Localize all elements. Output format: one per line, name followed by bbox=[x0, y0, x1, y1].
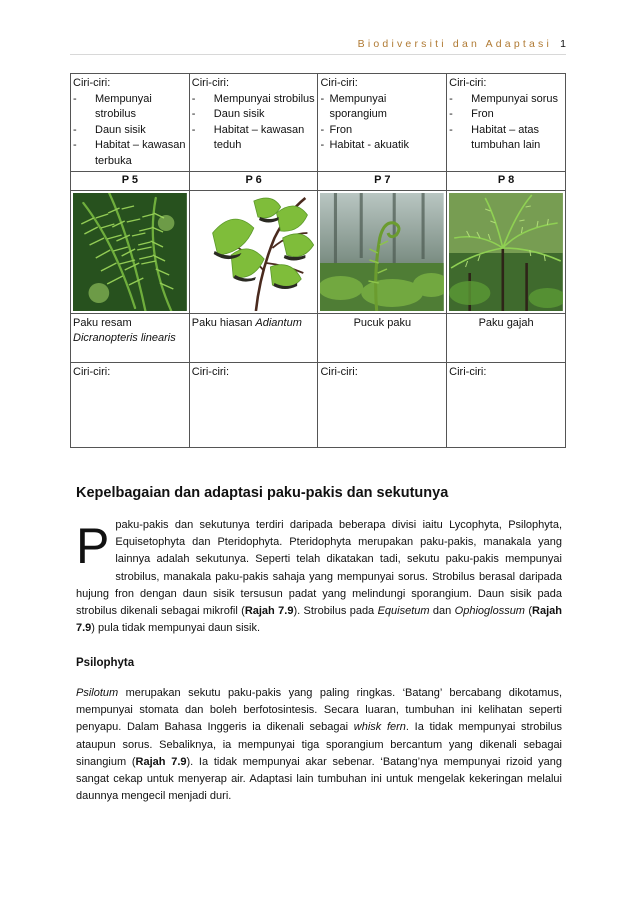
table-row bbox=[71, 313, 566, 362]
list-item: - Habitat – kawasan terbuka bbox=[73, 138, 187, 169]
table-cell bbox=[189, 190, 318, 313]
list-item: - Habitat - akuatik bbox=[320, 138, 444, 154]
text-run: ). Strobilus pada bbox=[293, 605, 378, 618]
text-run: merupakan sekutu paku-pakis yang paling ringkas. ‘Batang’ bercabang dikotamus, mempunyai stomata dan boleh berfotosintesis. Secara luaran, tumbuhan ini kelihatan seperti penyapu. Dalam Bahasa Inggeris ia dikenali sebagai bbox=[76, 687, 562, 734]
table-cell bbox=[71, 190, 190, 313]
list-item: - Mempunyai sorus bbox=[449, 92, 563, 108]
italic-term: whisk fern bbox=[353, 721, 406, 734]
text-run: paku-pakis dan sekutunya terdiri daripada beberapa divisi iaitu Lycophyta, Psilophyta, Equisetophyta dan Pteridophyta. Pteridophyta merupakan paku-pakis, manakala yang lainnya adalah sekutunya. Seperti telah dikatakan tadi, sekutu paku-pakis mempunyai strobilus, manakala paku-pakis sahaja yang mempunyai sorus. Strobilus berasal daripada hujung fron dengan daun sisik tersusun padat yang melindungi sporangium. Daun sisik pada strobilus dikenali sebagai mikrofil ( bbox=[76, 519, 562, 618]
list-item: - Habitat – kawasan teduh bbox=[192, 123, 316, 154]
text-run: ) pula tidak mempunyai daun sisik. bbox=[91, 622, 261, 635]
text-run: ). Ia tidak mempunyai akar sebenar. ‘Batang’nya mempunyai rizoid yang sangat cekap untuk menyerap air. Adaptasi lain tumbuhan ini untuk mengelak kekeringan melalui daunnya mengecil menjadi duri. bbox=[76, 755, 563, 803]
plant-name-common: Pucuk paku bbox=[353, 316, 412, 329]
subsection-paragraph bbox=[76, 685, 562, 805]
cell-heading: Ciri-ciri: bbox=[189, 362, 318, 447]
list-item: - Fron bbox=[320, 123, 444, 139]
cell-heading: Ciri-ciri: bbox=[449, 77, 487, 89]
list-item: - Habitat – atas tumbuhan lain bbox=[449, 123, 563, 154]
table-cell bbox=[447, 74, 566, 172]
plant-name bbox=[71, 313, 190, 362]
table-row bbox=[71, 362, 566, 447]
cell-heading: Ciri-ciri: bbox=[191, 77, 230, 89]
plant-label: P 8 bbox=[447, 172, 566, 191]
text-run: . Ia tidak mempunyai strobilus ataupun sorus. Sebaliknya, ia mempunyai tiga sporangium bercantum yang dikenali sebagai sinangium ( bbox=[76, 721, 562, 768]
list-item: - Mempunyai strobilus bbox=[192, 92, 316, 108]
running-header bbox=[70, 38, 566, 50]
drop-cap: P bbox=[76, 518, 110, 574]
italic-term: Equisetum bbox=[377, 605, 430, 618]
table-cell bbox=[71, 74, 190, 172]
adiantum-leaflet-photo bbox=[192, 193, 316, 311]
page-number: 1 bbox=[560, 38, 566, 50]
figure-reference: Rajah 7.9 bbox=[76, 605, 562, 635]
table-cell bbox=[318, 190, 447, 313]
list-item: - Fron bbox=[449, 107, 563, 123]
cell-heading: Ciri-ciri: bbox=[73, 77, 111, 89]
figure-reference: Rajah 7.9 bbox=[135, 755, 187, 768]
plant-name bbox=[189, 313, 318, 362]
section-paragraph bbox=[76, 517, 562, 637]
plant-name bbox=[318, 313, 447, 362]
cell-heading: Ciri-ciri: bbox=[320, 77, 358, 89]
cell-heading: Ciri-ciri: bbox=[447, 362, 566, 447]
fern-resam-photo bbox=[73, 193, 187, 311]
table-row bbox=[71, 190, 566, 313]
plant-label: P 5 bbox=[71, 172, 190, 191]
text-run: dan bbox=[429, 605, 455, 618]
plant-name bbox=[447, 313, 566, 362]
plant-table bbox=[70, 73, 566, 448]
plant-label: P 7 bbox=[318, 172, 447, 191]
italic-term: Psilotum bbox=[76, 687, 119, 699]
header-title: Biodiversiti dan Adaptasi bbox=[357, 38, 553, 50]
list-item: - Mempunyai sporangium bbox=[320, 92, 444, 123]
section-title: Kepelbagaian dan adaptasi paku-pakis dan sekutunya bbox=[76, 485, 449, 501]
plant-name-common: Paku resam bbox=[73, 316, 132, 329]
subsection-title: Psilophyta bbox=[76, 657, 135, 669]
table-cell bbox=[447, 190, 566, 313]
plant-name-scientific: Dicranopteris linearis bbox=[73, 332, 176, 344]
plant-label: P 6 bbox=[189, 172, 318, 191]
italic-term: Ophioglossum bbox=[454, 605, 525, 618]
plant-name-common: Paku gajah bbox=[478, 316, 534, 329]
list-item: - Mempunyai strobilus bbox=[73, 92, 187, 123]
plant-name-scientific: Adiantum bbox=[255, 316, 302, 329]
table-row bbox=[71, 74, 566, 172]
pucuk-paku-photo bbox=[320, 193, 444, 311]
table-row bbox=[71, 172, 566, 191]
figure-reference: Rajah 7.9 bbox=[244, 605, 294, 618]
header-rule bbox=[70, 54, 566, 55]
text-run: ( bbox=[524, 605, 533, 618]
table-cell bbox=[189, 74, 318, 172]
table-cell bbox=[318, 74, 447, 172]
cell-heading: Ciri-ciri: bbox=[318, 362, 447, 447]
paku-gajah-photo bbox=[449, 193, 563, 311]
list-item: - Daun sisik bbox=[192, 107, 316, 123]
plant-name-common: Paku hiasan bbox=[191, 316, 256, 329]
cell-heading: Ciri-ciri: bbox=[71, 362, 190, 447]
list-item: - Daun sisik bbox=[73, 123, 187, 139]
